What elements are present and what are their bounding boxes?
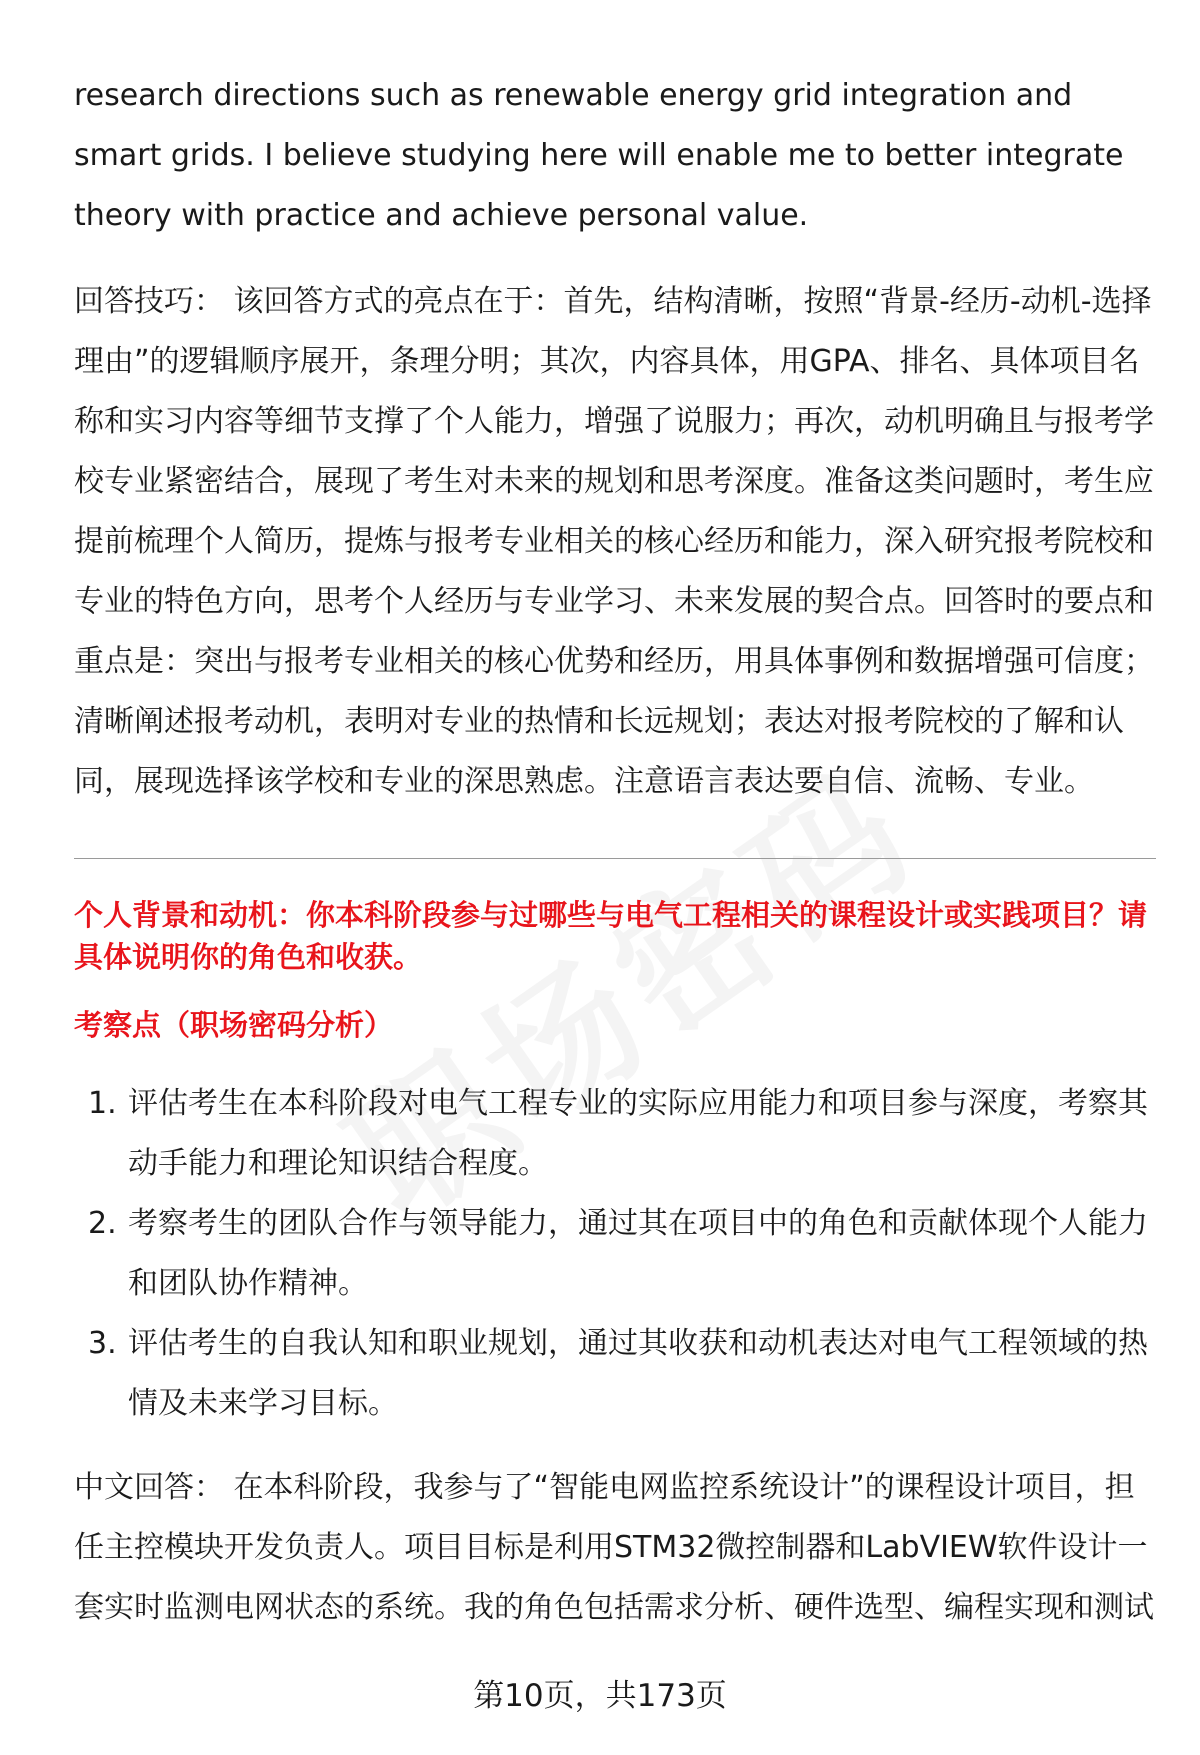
list-item-number: 2. <box>88 1206 117 1241</box>
list-item <box>74 1074 1164 1194</box>
list-item-text: 评估考生的自我认知和职业规划，通过其收获和动机表达对电气工程领域的热情及未来学习目标。 <box>128 1326 1148 1421</box>
assessment-points-list <box>74 1074 1164 1434</box>
english-answer-paragraph: research directions such as renewable energy grid integration and smart grids. I believe studying here will enable me to better integrate theory with practice and achieve personal value. <box>74 78 1124 233</box>
section-divider <box>74 858 1156 859</box>
page-number-footer: 第10页，共173页 <box>473 1678 727 1714</box>
question-heading: 个人背景和动机：你本科阶段参与过哪些与电气工程相关的课程设计或实践项目？请具体说明你的角色和收获。 <box>74 898 1148 974</box>
list-item-text: 评估考生在本科阶段对电气工程专业的实际应用能力和项目参与深度，考察其动手能力和理论知识结合程度。 <box>128 1086 1148 1181</box>
list-item-number: 1. <box>88 1086 117 1121</box>
list-item-number: 3. <box>88 1326 117 1361</box>
list-item <box>74 1314 1164 1434</box>
list-item-text: 考察考生的团队合作与领导能力，通过其在项目中的角色和贡献体现个人能力和团队协作精神。 <box>128 1206 1148 1301</box>
chinese-answer-paragraph: 中文回答： 在本科阶段，我参与了“智能电网监控系统设计”的课程设计项目，担任主控模块开发负责人。项目目标是利用STM32微控制器和LabVIEW软件设计一套实时监测电网状态的系统。我的角色包括需求分析、硬件选型、编程实现和测试 <box>74 1470 1154 1625</box>
answer-tips-paragraph: 回答技巧： 该回答方式的亮点在于：首先，结构清晰，按照“背景-经历-动机-选择理由”的逻辑顺序展开，条理分明；其次，内容具体，用GPA、排名、具体项目名称和实习内容等细节支撑了个人能力，增强了说服力；再次，动机明确且与报考学校专业紧密结合，展现了考生对未来的规划和思考深度。准备这类问题时，考生应提前梳理个人简历，提炼与报考专业相关的核心经历和能力，深入研究报考院校和专业的特色方向，思考个人经历与专业学习、未来发展的契合点。回答时的要点和重点是：突出与报考专业相关的核心优势和经历，用具体事例和数据增强可信度；清晰阐述报考动机，表明对专业的热情和长远规划；表达对报考院校的了解和认同，展现选择该学校和专业的深思熟虑。注意语言表达要自信、流畅、专业。 <box>74 284 1154 799</box>
assessment-points-heading: 考察点（职场密码分析） <box>74 1008 394 1042</box>
list-item <box>74 1194 1164 1314</box>
